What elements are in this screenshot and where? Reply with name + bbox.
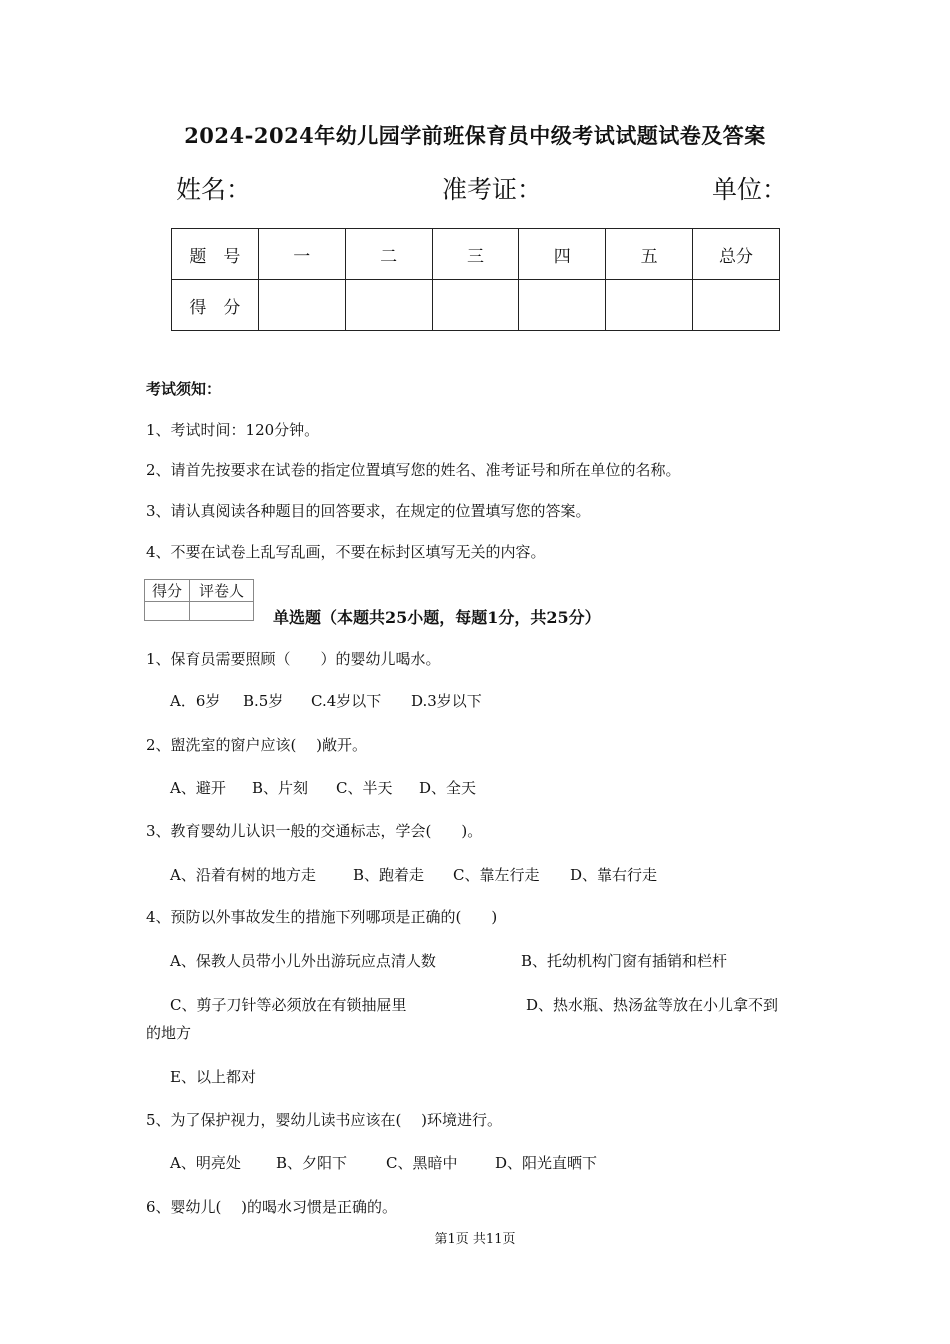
score-input-cell[interactable] — [345, 280, 432, 331]
question-option: B、夕阳下 — [276, 1154, 348, 1172]
score-header-cell: 题 号 — [172, 229, 259, 280]
name-label: 姓名： — [176, 175, 252, 204]
score-header-cell: 四 — [519, 229, 606, 280]
grader-name-label: 评卷人 — [190, 580, 254, 602]
unit-label: 单位： — [712, 175, 788, 204]
notice-item: 1、考试时间：120分钟。 — [146, 421, 320, 439]
score-header-cell: 三 — [432, 229, 519, 280]
score-table-score-row — [172, 280, 780, 331]
question-option-continuation: 的地方 — [146, 1024, 192, 1042]
grader-box — [144, 579, 254, 621]
score-input-cell[interactable] — [693, 280, 780, 331]
question-option: C.4岁以下 — [311, 692, 382, 710]
question-option: D、全天 — [419, 779, 477, 797]
question-option: B、跑着走 — [353, 866, 425, 884]
question-option: C、黑暗中 — [386, 1154, 458, 1172]
question-option: A．6岁 — [170, 692, 221, 710]
page-footer: 第1页 共11页 — [434, 1232, 516, 1247]
page-title: 2024-2024年幼儿园学前班保育员中级考试试题试卷及答案 — [184, 123, 766, 148]
score-table — [171, 228, 780, 331]
question-option: A、明亮处 — [170, 1154, 241, 1172]
question-option: E、以上都对 — [170, 1068, 256, 1086]
question-stem: 4、预防以外事故发生的措施下列哪项是正确的( ) — [146, 908, 498, 926]
score-header-cell: 五 — [606, 229, 693, 280]
question-stem: 1、保育员需要照顾（ ）的婴幼儿喝水。 — [146, 650, 441, 668]
question-option: D、靠右行走 — [570, 866, 658, 884]
question-option: A、沿着有树的地方走 — [170, 866, 316, 884]
notice-item: 2、请首先按要求在试卷的指定位置填写您的姓名、准考证号和所在单位的名称。 — [146, 461, 681, 479]
score-header-cell: 总分 — [693, 229, 780, 280]
score-input-cell[interactable] — [258, 280, 345, 331]
question-stem: 2、盥洗室的窗户应该( )敞开。 — [146, 736, 368, 754]
score-input-cell[interactable] — [606, 280, 693, 331]
grader-score-cell[interactable] — [145, 602, 190, 621]
notice-item: 4、不要在试卷上乱写乱画，不要在标封区填写无关的内容。 — [146, 543, 546, 561]
grader-name-cell[interactable] — [190, 602, 254, 621]
section-title: 单选题（本题共25小题，每题1分，共25分） — [273, 608, 601, 627]
question-stem: 3、教育婴幼儿认识一般的交通标志，学会( )。 — [146, 822, 483, 840]
score-input-cell[interactable] — [432, 280, 519, 331]
notice-item: 3、请认真阅读各种题目的回答要求，在规定的位置填写您的答案。 — [146, 502, 591, 520]
question-stem: 5、为了保护视力，婴幼儿读书应该在( )环境进行。 — [146, 1111, 503, 1129]
exam-id-label: 准考证： — [442, 175, 543, 204]
question-option: A、保教人员带小儿外出游玩应点清人数 — [170, 952, 436, 970]
notice-heading: 考试须知： — [146, 380, 222, 398]
question-option: B、托幼机构门窗有插销和栏杆 — [521, 952, 728, 970]
question-option: C、剪子刀针等必须放在有锁抽屉里 — [170, 996, 407, 1014]
score-input-cell[interactable] — [519, 280, 606, 331]
question-option: A、避开 — [170, 779, 226, 797]
question-option: B.5岁 — [243, 692, 284, 710]
question-stem: 6、婴幼儿( )的喝水习惯是正确的。 — [146, 1198, 398, 1216]
question-option: C、半天 — [336, 779, 393, 797]
score-header-cell: 一 — [258, 229, 345, 280]
question-option: D、阳光直晒下 — [495, 1154, 598, 1172]
score-header-cell: 二 — [345, 229, 432, 280]
score-table-header-row — [172, 229, 780, 280]
question-option: D.3岁以下 — [411, 692, 482, 710]
question-option: D、热水瓶、热汤盆等放在小儿拿不到 — [526, 996, 779, 1014]
question-option: C、靠左行走 — [453, 866, 540, 884]
score-row-label: 得 分 — [172, 280, 259, 331]
grader-score-label: 得分 — [145, 580, 190, 602]
question-option: B、片刻 — [252, 779, 309, 797]
